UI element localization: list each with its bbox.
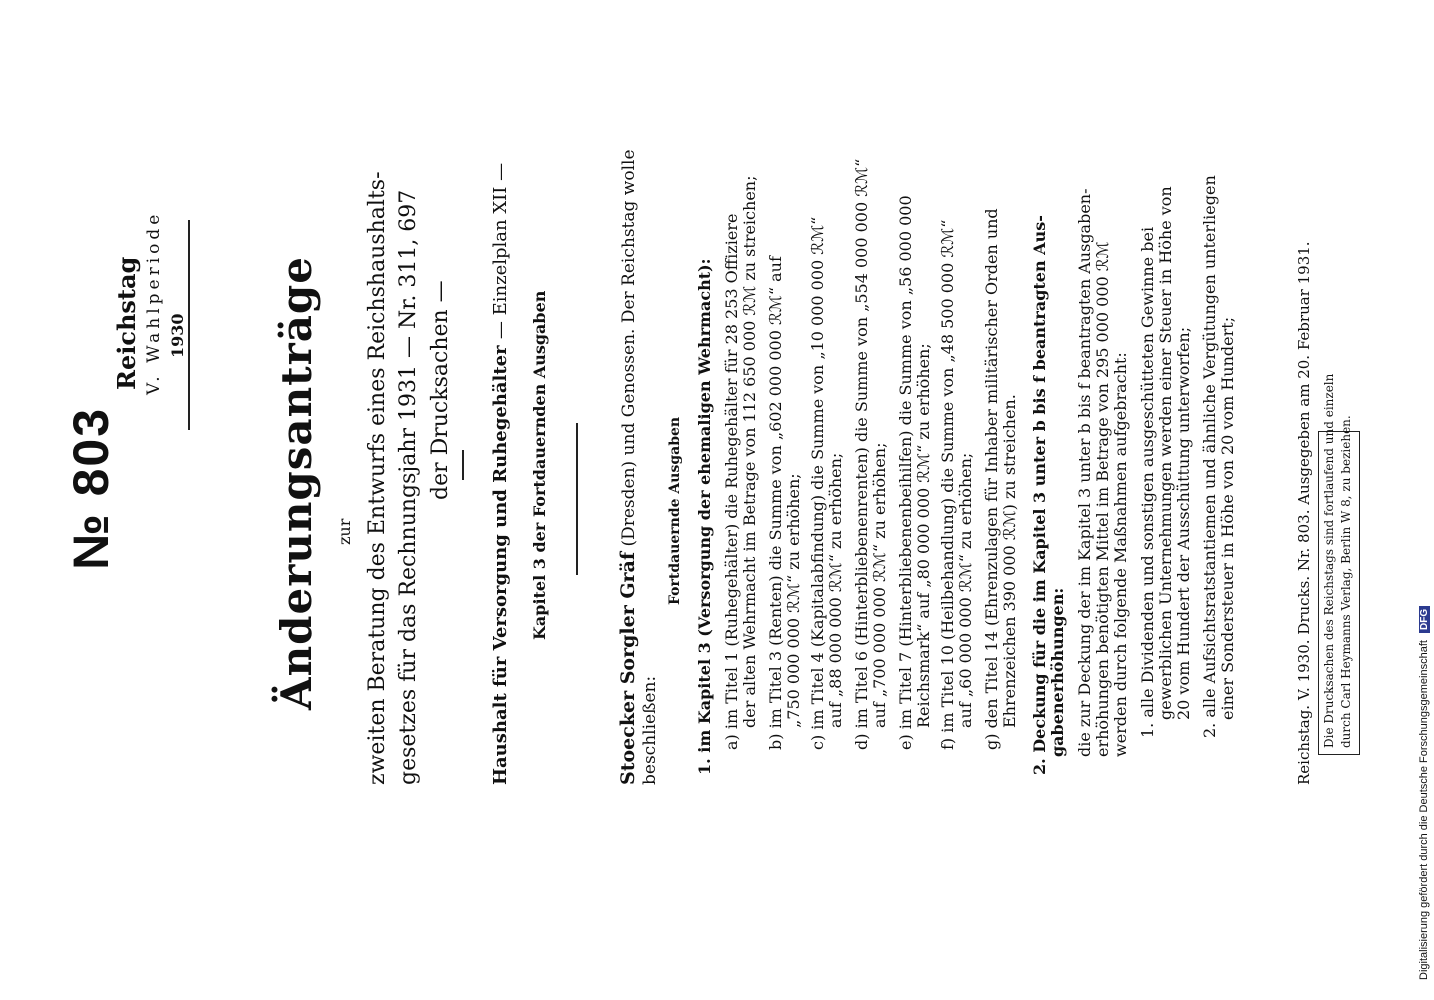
- signatories-line: [617, 149, 639, 785]
- item-g-line-1: g) den Titel 14 (Ehrenzulagen für Inhaber militärischer Orden und: [982, 208, 1001, 750]
- item-e-line-1: e) im Titel 7 (Hinterbliebenenbeihilfen) die Summe von „56 000 000: [896, 195, 915, 750]
- subtitle-line-2: gesetzes für das Rechnungsjahr 1931 — Nr. 311, 697: [396, 189, 421, 785]
- subtitle-line-1: zweiten Beratung des Entwurfs eines Reichshaushalts-: [365, 171, 390, 785]
- item-b-line-2: „750 000 000 ℛℳ“ zu erhöhen;: [784, 473, 803, 728]
- haushalt-bold: Haushalt für Versorgung und Ruhegehälter: [490, 345, 511, 785]
- reichstag-label: Reichstag: [112, 256, 141, 390]
- item-d-line-2: auf „700 000 000 ℛℳ“ zu erhöhen;: [870, 442, 889, 728]
- beschliessen-line: beschließen:: [640, 675, 660, 785]
- divider-short: [462, 450, 464, 480]
- item-a-line-1: a) im Titel 1 (Ruhegehälter) die Ruhegehälter für 28 253 Offiziere: [722, 213, 741, 750]
- zur-label: zur: [335, 518, 354, 545]
- item-1-heading: 1. im Kapitel 3 (Versorgung der ehemaligen Wehrmacht):: [695, 258, 714, 775]
- divider-long: [576, 423, 578, 575]
- wahlperiode-label: V. Wahlperiode: [144, 210, 164, 395]
- kapitel-heading: Kapitel 3 der Fortdauernden Ausgaben: [530, 290, 549, 640]
- item-d-line-1: d) im Titel 6 (Hinterbliebenenrenten) die Summe von „554 000 000 ℛℳ“: [852, 158, 871, 750]
- header-rule: [188, 220, 190, 430]
- massnahme-1-line-3: 20 vom Hundert der Ausschüttung unterworfen;: [1174, 326, 1193, 720]
- item-f-line-1: f) im Titel 10 (Heilbehandlung) die Summe von „48 500 000 ℛℳ“: [938, 219, 957, 750]
- massnahme-2-line-1: 2. alle Aufsichtsratstantiemen und ähnliche Vergütungen unterliegen: [1200, 175, 1219, 738]
- dfg-logo: DFG: [1419, 606, 1430, 633]
- publisher-line-2: durch Carl Heymanns Verlag, Berlin W 8, zu beziehen.: [1339, 415, 1353, 748]
- massnahme-1-line-1: 1. alle Dividenden und sonstigen ausgeschütteten Gewinne bei: [1138, 226, 1157, 738]
- page-title: Änderungsanträge: [272, 255, 321, 710]
- item-c-line-1: c) im Titel 4 (Kapitalabfindung) die Summe von „10 000 000 ℛℳ“: [808, 216, 827, 750]
- haushalt-heading: [490, 163, 511, 785]
- item-g-line-2: Ehrenzeichen 390 000 ℛℳ) zu streichen.: [1000, 394, 1019, 728]
- fortdauernde-heading: Fortdauernde Ausgaben: [667, 416, 683, 605]
- subtitle-line-3: der Drucksachen —: [428, 280, 453, 500]
- deckung-line-1: die zur Deckung der im Kapitel 3 unter b bis f beantragten Ausgaben-: [1075, 188, 1094, 757]
- publisher-line-1: Die Drucksachen des Reichstags sind fortlaufend und einzeln: [1322, 373, 1336, 748]
- item-e-line-2: Reichsmark“ auf „80 000 000 ℛℳ“ zu erhöhen;: [914, 343, 933, 728]
- item-f-line-2: auf „60 000 000 ℛℳ“ zu erhöhen;: [956, 452, 975, 728]
- haushalt-rest: — Einzelplan XII —: [490, 162, 511, 340]
- item-c-line-2: auf „88 000 000 ℛℳ“ zu erhöhen;: [826, 452, 845, 728]
- signatory-names: Stoecker Sorgler Gräf: [617, 551, 639, 785]
- massnahme-1-line-2: gewerblichen Unternehmungen werden einer Steuer in Höhe von: [1156, 186, 1175, 720]
- massnahme-2-line-2: einer Sondersteuer in Höhe von 20 vom Hundert;: [1218, 316, 1237, 720]
- item-a-line-2: der alten Wehrmacht im Betrage von 112 650 000 ℛℳ zu streichen;: [740, 175, 759, 728]
- deckung-line-2: erhöhungen benötigten Mittel im Betrage von 295 000 000 ℛℳ: [1093, 241, 1112, 757]
- deckung-line-3: werden durch folgende Maßnahmen aufgebracht:: [1111, 352, 1130, 757]
- signatory-rest: (Dresden) und Genossen. Der Reichstag wolle: [619, 149, 639, 547]
- document-number: № 803: [63, 406, 119, 570]
- dfg-note: [1418, 606, 1430, 980]
- dfg-note-text: Digitalisierung gefördert durch die Deutsche Forschungsgemeinschaft: [1418, 640, 1430, 980]
- item-2-heading-2: gabenerhöhungen:: [1048, 587, 1067, 757]
- item-b-line-1: b) im Titel 3 (Renten) die Summe von „602 000 000 ℛℳ“ auf: [766, 256, 785, 750]
- footer-text: Reichstag. V. 1930. Drucks. Nr. 803. Ausgegeben am 20. Februar 1931.: [1295, 241, 1313, 785]
- item-2-heading-1: 2. Deckung für die im Kapitel 3 unter b bis f beantragten Aus-: [1030, 215, 1049, 775]
- year-label: 1930: [168, 313, 187, 358]
